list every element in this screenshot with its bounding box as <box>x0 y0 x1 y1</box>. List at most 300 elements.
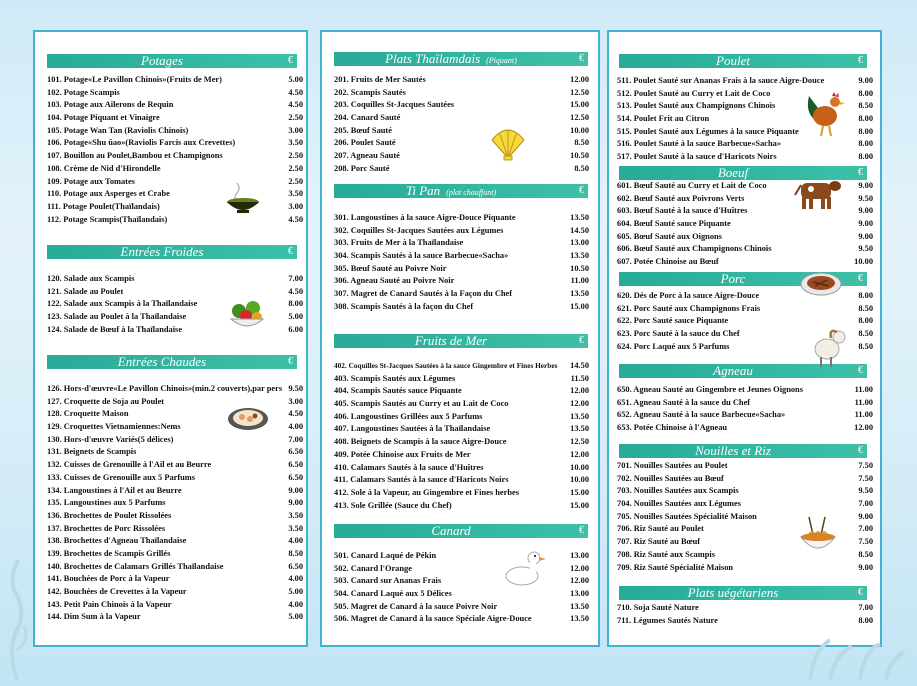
menu-item-price: 8.50 <box>858 303 873 313</box>
menu-item <box>334 137 589 150</box>
menu-item-price: 4.50 <box>288 87 303 97</box>
menu-item-price: 8.50 <box>574 138 589 148</box>
menu-item-price: 8.50 <box>858 101 873 111</box>
menu-item-name: 607. Potée Chinoise au Bœuf <box>617 257 719 267</box>
coral-decoration <box>800 600 910 680</box>
euro-symbol: € <box>579 525 584 536</box>
menu-item <box>47 434 303 447</box>
menu-item-name: 651. Agneau Sauté à la sauce du Chef <box>617 397 751 407</box>
menu-item-name: 620. Dés de Porc à la sauce Aigre-Douce <box>617 291 760 300</box>
menu-item-name: 412. Sole à la Vapeur, au Gingembre et Fines herbes <box>334 487 519 497</box>
menu-item-name: 143. Petit Pain Chinois à la Vapeur <box>47 599 172 609</box>
menu-item <box>617 151 873 164</box>
menu-item-name: 201. Fruits de Mer Sautés <box>334 75 426 84</box>
menu-item-price: 10.00 <box>854 257 873 267</box>
menu-item <box>47 485 303 498</box>
section-header-poulet <box>619 54 867 68</box>
menu-item-name: 702. Nouilles Sautées au Bœuf <box>617 473 724 483</box>
appetizer-bowl-icon <box>225 404 271 434</box>
menu-item-name: 135. Langoustines aux 5 Parfums <box>47 498 166 508</box>
menu-item <box>334 225 589 238</box>
menu-item-price: 14.50 <box>570 225 589 235</box>
menu-item-name: 301. Langoustines à la sauce Aigre-Douce Piquante <box>334 213 516 222</box>
menu-item-price: 12.00 <box>570 563 589 573</box>
menu-item <box>334 275 589 288</box>
menu-item-name: 707. Riz Sauté au Bœuf <box>617 537 701 547</box>
menu-item-price: 11.50 <box>570 373 589 383</box>
menu-item-price: 9.00 <box>858 231 873 241</box>
menu-item-price: 10.00 <box>570 475 589 485</box>
menu-item <box>617 243 873 256</box>
menu-item-name: 404. Scampis Sautés sauce Piquante <box>334 386 462 396</box>
section-title: Potages <box>141 53 183 68</box>
menu-item-price: 11.00 <box>854 397 873 407</box>
menu-item-price: 7.50 <box>858 461 873 470</box>
menu-item <box>334 87 589 100</box>
menu-item-name: 101. Potage«Le Pavillon Chinois»(Fruits de Mer) <box>47 75 222 84</box>
menu-item-name: 624. Porc Laqué aux 5 Parfums <box>617 341 730 351</box>
menu-item-name: 502. Canard l'Orange <box>334 563 412 573</box>
menu-item-name: 602. Bœuf Sauté aux Poivrons Verts <box>617 193 745 203</box>
menu-item-name: 517. Poulet Sauté à la sauce d'Haricots Noirs <box>617 152 777 162</box>
menu-item-name: 130. Hors-d'œuvre Variés(5 délices) <box>47 434 174 444</box>
menu-item-name: 409. Potée Chinoise aux Fruits de Mer <box>334 449 471 459</box>
menu-item-name: 621. Porc Sauté aux Champignons Frais <box>617 303 761 313</box>
menu-item-price: 7.00 <box>858 603 873 612</box>
menu-item-name: 405. Scampis Sautés au Curry et au Lait de Coco <box>334 399 509 409</box>
menu-item-price: 15.00 <box>570 500 589 510</box>
menu-item-price: 8.50 <box>858 329 873 339</box>
menu-item <box>47 201 303 214</box>
section-title: Poulet <box>716 53 750 68</box>
menu-item-price: 4.50 <box>288 100 303 110</box>
euro-symbol: € <box>288 356 293 367</box>
menu-item-price: 8.50 <box>858 549 873 559</box>
menu-item-price: 7.50 <box>858 537 873 547</box>
menu-item-price: 9.50 <box>858 193 873 203</box>
menu-item <box>334 163 589 176</box>
menu-item <box>334 423 589 436</box>
menu-item <box>334 125 589 138</box>
menu-item-name: 139. Brochettes de Scampis Grillés <box>47 548 171 558</box>
menu-item-price: 9.50 <box>858 486 873 496</box>
menu-item <box>47 573 303 586</box>
menu-item <box>334 563 589 576</box>
menu-item-name: 308. Scampis Sautés à la façon du Chef <box>334 301 474 311</box>
menu-item-name: 138. Brochettes d'Agneau Thaïlandaise <box>47 536 187 546</box>
menu-item-name: 511. Poulet Sauté sur Ananas Frais à la sauce Aigre-Douce <box>617 76 825 85</box>
menu-item <box>334 474 589 487</box>
menu-item <box>334 373 589 386</box>
menu-item-name: 134. Langoustines à l'Ail et au Beurre <box>47 485 182 495</box>
menu-column-left <box>33 30 308 647</box>
menu-item <box>334 411 589 424</box>
menu-item-price: 12.50 <box>570 437 589 447</box>
menu-item-name: 133. Cuisses de Grenouille aux 5 Parfums <box>47 472 196 482</box>
menu-item-price: 3.50 <box>288 189 303 199</box>
menu-item-price: 10.00 <box>570 125 589 135</box>
menu-item-price: 2.50 <box>288 151 303 161</box>
menu-item-price: 5.00 <box>288 312 303 322</box>
menu-item <box>47 188 303 201</box>
menu-item-price: 13.50 <box>570 614 589 624</box>
menu-item <box>47 383 303 396</box>
menu-item-name: 126. Hors-d'œuvre«Le Pavillon Chinois»(min.2 couverts),par pers <box>47 384 283 393</box>
menu-item-price: 10.00 <box>570 462 589 472</box>
menu-item-name: 110. Potage aux Asperges et Crabe <box>47 189 170 199</box>
menu-item <box>334 500 589 513</box>
menu-item <box>47 510 303 523</box>
menu-item-name: 111. Potage Poulet(Thaïlandais) <box>47 201 160 211</box>
salad-icon <box>227 297 267 333</box>
menu-item-name: 103. Potage aux Ailerons de Requin <box>47 100 174 110</box>
menu-item-price: 13.50 <box>570 251 589 261</box>
menu-item-price: 2.50 <box>288 113 303 123</box>
ti-pan-list <box>334 212 589 314</box>
menu-item-name: 606. Bœuf Sauté aux Champignons Chinois <box>617 244 772 254</box>
menu-item-name: 112. Potage Scampis(Thaïlandais) <box>47 214 168 224</box>
euro-symbol: € <box>858 587 863 598</box>
menu-item-name: 706. Riz Sauté au Poulet <box>617 524 704 534</box>
menu-item-price: 8.00 <box>858 139 873 149</box>
euro-symbol: € <box>858 167 863 178</box>
agneau-list <box>617 384 873 435</box>
menu-item <box>617 231 873 244</box>
menu-item-name: 141. Bouchées de Porc à la Vapeur <box>47 574 170 584</box>
menu-item <box>334 575 589 588</box>
menu-item-price: 10.50 <box>570 263 589 273</box>
menu-item <box>334 449 589 462</box>
menu-item <box>617 562 873 575</box>
menu-item-name: 106. Potage«Shu ûao»(Raviolis Farcis aux Crevettes) <box>47 138 236 148</box>
menu-item-name: 505. Magret de Canard à la sauce Poivre Noir <box>334 601 498 611</box>
section-title: Canard <box>431 523 471 538</box>
menu-item-price: 12.00 <box>570 75 589 84</box>
section-title: Agneau <box>713 363 753 378</box>
menu-item-name: 136. Brochettes de Poulet Rissolées <box>47 510 172 520</box>
menu-item-name: 402. Coquilles St-Jacques Sautées à la sauce Gingembre et Fines Herbes <box>334 361 558 370</box>
menu-item <box>47 137 303 150</box>
menu-item <box>334 150 589 163</box>
menu-item <box>334 112 589 125</box>
menu-item-price: 3.00 <box>288 125 303 135</box>
section-header-entrees-froides <box>47 245 297 259</box>
menu-item-price: 4.00 <box>288 536 303 546</box>
menu-item-price: 9.50 <box>288 384 303 393</box>
menu-item-price: 8.00 <box>858 291 873 300</box>
noodle-bowl-icon <box>799 515 837 559</box>
menu-item <box>617 218 873 231</box>
menu-item-price: 14.50 <box>570 361 589 370</box>
menu-item-name: 411. Calamars Sautés à la sauce d'Haricots Noirs <box>334 475 509 485</box>
menu-item-price: 8.00 <box>858 152 873 162</box>
menu-item-name: 503. Canard sur Ananas Frais <box>334 576 442 586</box>
menu-item-name: 514. Poulet Frit au Citron <box>617 114 710 124</box>
menu-item-price: 4.50 <box>288 409 303 419</box>
fruits-de-mer-list <box>334 360 589 512</box>
menu-item-price: 4.50 <box>288 214 303 224</box>
menu-item-name: 104. Potage Piquant et Vinaigre <box>47 113 160 123</box>
menu-item-price: 4.50 <box>288 286 303 296</box>
section-header-plats-thai <box>334 52 588 66</box>
menu-item <box>334 398 589 411</box>
menu-item-name: 604. Bœuf Sauté sauce Piquante <box>617 219 731 229</box>
menu-item-name: 205. Bœuf Sauté <box>334 125 392 135</box>
menu-item-price: 5.00 <box>288 75 303 84</box>
menu-item-name: 140. Brochettes de Calamars Grillés Thaïlandaise <box>47 561 224 571</box>
canard-list <box>334 550 589 626</box>
menu-item-name: 708. Riz Sauté aux Scampis <box>617 549 715 559</box>
menu-item-price: 15.00 <box>570 487 589 497</box>
menu-item-name: 305. Bœuf Sauté au Poivre Noir <box>334 263 447 273</box>
menu-item-name: 603. Bœuf Sauté à la sauce d'Huîtres <box>617 206 748 216</box>
menu-item-price: 4.00 <box>288 599 303 609</box>
menu-item-price: 5.00 <box>288 587 303 596</box>
menu-item-name: 129. Croquettes Vietnamiennes:Nems <box>47 422 181 432</box>
section-header-ti-pan <box>334 184 588 198</box>
menu-item <box>47 586 303 599</box>
menu-item-price: 9.00 <box>288 498 303 508</box>
section-title: Entrées Froides <box>120 244 204 259</box>
menu-item-price: 8.50 <box>574 163 589 173</box>
menu-item <box>334 613 589 626</box>
menu-item-price: 3.50 <box>288 523 303 533</box>
menu-item-name: 650. Agneau Sauté au Gingembre et Jeunes Oignons <box>617 385 803 394</box>
menu-item-price: 7.00 <box>288 274 303 283</box>
menu-item <box>334 74 589 87</box>
section-title: Entrées Chaudes <box>117 354 207 369</box>
menu-item-price: 10.50 <box>570 151 589 161</box>
menu-item-price: 8.00 <box>858 126 873 136</box>
menu-item <box>617 256 873 269</box>
menu-item-price: 11.00 <box>854 385 873 394</box>
menu-item <box>334 601 589 614</box>
menu-item-price: 7.50 <box>858 473 873 483</box>
menu-item-price: 15.00 <box>570 100 589 110</box>
menu-item-price: 12.50 <box>570 87 589 97</box>
menu-item-name: 403. Scampis Sautés aux Légumes <box>334 373 456 383</box>
menu-item-name: 705. Nouilles Sautées Spécialité Maison <box>617 511 757 521</box>
menu-item-price: 2.50 <box>288 176 303 186</box>
menu-item <box>617 485 873 498</box>
menu-item <box>617 75 873 88</box>
menu-item-name: 127. Croquette de Soja au Poulet <box>47 396 165 406</box>
menu-item <box>617 473 873 486</box>
section-title: Plats uégétariens <box>687 585 779 600</box>
menu-item-price: 13.50 <box>570 289 589 299</box>
menu-item-price: 8.50 <box>288 548 303 558</box>
menu-item-price: 12.50 <box>570 113 589 123</box>
menu-item <box>47 125 303 138</box>
menu-item-name: 501. Canard Laqué de Pékin <box>334 551 437 560</box>
menu-item-price: 7.00 <box>858 524 873 534</box>
cow-icon <box>793 175 843 211</box>
menu-item <box>334 436 589 449</box>
menu-item-price: 9.50 <box>858 244 873 254</box>
section-title: Boeuf <box>717 165 749 180</box>
euro-symbol: € <box>288 55 293 66</box>
section-header-potages <box>47 54 297 68</box>
section-header-vegetariens <box>619 586 867 600</box>
menu-item-price: 12.00 <box>570 386 589 396</box>
menu-item <box>47 611 303 624</box>
menu-item-price: 11.00 <box>854 410 873 420</box>
menu-item <box>47 273 303 286</box>
menu-item-name: 622. Porc Sauté sauce Piquante <box>617 316 729 326</box>
menu-item-name: 137. Brochettes de Porc Rissolées <box>47 523 166 533</box>
section-header-nouilles <box>619 444 867 458</box>
menu-item <box>47 472 303 485</box>
menu-item-name: 652. Agneau Sauté à la sauce Barbecue«Sacha» <box>617 410 786 420</box>
section-title: Nouilles et Riz <box>695 443 771 458</box>
menu-item-name: 406. Langoustines Grillées aux 5 Parfums <box>334 411 483 421</box>
menu-item-name: 408. Beignets de Scampis à la sauce Aigre-Douce <box>334 437 507 447</box>
menu-item <box>334 385 589 398</box>
menu-item-price: 12.00 <box>570 449 589 459</box>
menu-item-price: 2.50 <box>288 163 303 173</box>
menu-column-middle <box>320 30 600 647</box>
menu-item-name: 207. Agneau Sauté <box>334 151 400 161</box>
menu-item-name: 107. Bouillon au Poulet,Bambou et Champignons <box>47 151 223 161</box>
menu-item <box>47 99 303 112</box>
euro-symbol: € <box>579 335 584 346</box>
menu-item <box>617 409 873 422</box>
menu-item-name: 703. Nouilles Sautées aux Scampis <box>617 486 739 496</box>
menu-item-name: 105. Potage Wan Tan (Raviolis Chinois) <box>47 125 189 135</box>
soup-bowl-icon <box>223 180 263 216</box>
menu-item-name: 709. Riz Sauté Spécialité Maison <box>617 562 734 572</box>
menu-item <box>47 599 303 612</box>
menu-item-name: 512. Poulet Sauté au Curry et Lait de Coco <box>617 88 771 98</box>
menu-item-name: 123. Salade au Poulet à la Thaïlandaise <box>47 312 187 322</box>
menu-item-price: 13.50 <box>570 601 589 611</box>
menu-item <box>334 360 589 373</box>
seaweed-decoration <box>2 560 32 680</box>
menu-item-price: 13.50 <box>570 213 589 222</box>
menu-item-price: 15.00 <box>570 301 589 311</box>
menu-item-name: 506. Magret de Canard à la sauce Spéciale Aigre-Douce <box>334 614 532 624</box>
menu-item-name: 701. Nouilles Sautées au Poulet <box>617 461 728 470</box>
menu-item <box>617 303 873 316</box>
section-header-fruits-de-mer <box>334 334 588 348</box>
menu-item-price: 3.00 <box>288 201 303 211</box>
euro-symbol: € <box>579 185 584 196</box>
menu-item-name: 306. Agneau Sauté au Poivre Noir <box>334 276 455 286</box>
menu-item <box>47 112 303 125</box>
menu-item-price: 13.00 <box>570 238 589 248</box>
menu-item-price: 12.00 <box>854 423 873 433</box>
menu-item-name: 102. Potage Scampis <box>47 87 120 97</box>
menu-item <box>47 548 303 561</box>
menu-item-price: 3.50 <box>288 510 303 520</box>
menu-item-price: 9.00 <box>858 181 873 190</box>
menu-item <box>47 497 303 510</box>
menu-item-price: 6.00 <box>288 324 303 334</box>
menu-item <box>47 150 303 163</box>
menu-item-name: 653. Potée Chinoise à l'Agneau <box>617 423 728 433</box>
menu-item-name: 303. Fruits de Mer à la Thaïlandaise <box>334 238 464 248</box>
menu-item-name: 108. Crème de Nid d'Hirondelle <box>47 163 161 173</box>
menu-item-name: 122. Salade aux Scampis à la Thaïlandaise <box>47 299 198 309</box>
menu-item-price: 9.00 <box>858 76 873 85</box>
menu-item-name: 605. Bœuf Sauté aux Oignons <box>617 231 722 241</box>
menu-item-name: 304. Scampis Sautés à la sauce Barbecue«Sacha» <box>334 251 509 261</box>
menu-item-price: 3.50 <box>288 138 303 148</box>
menu-item <box>334 288 589 301</box>
menu-item <box>47 87 303 100</box>
section-title: Fruits de Mer <box>414 333 488 348</box>
menu-item-name: 413. Sole Grillée (Sauce du Chef) <box>334 500 452 510</box>
plats-thai-list <box>334 74 589 176</box>
menu-item-name: 302. Coquilles St-Jacques Sautées aux Légumes <box>334 225 504 235</box>
ram-icon <box>809 325 849 369</box>
menu-item <box>47 561 303 574</box>
menu-item <box>334 550 589 563</box>
menu-item-name: 206. Poulet Sauté <box>334 138 396 148</box>
menu-item-name: 515. Poulet Sauté aux Légumes à la sauce Piquante <box>617 126 799 136</box>
menu-item <box>334 99 589 112</box>
euro-symbol: € <box>858 445 863 456</box>
menu-item-name: 204. Canard Sauté <box>334 113 401 123</box>
euro-symbol: € <box>858 273 863 284</box>
menu-item-price: 6.50 <box>288 460 303 470</box>
menu-column-right <box>607 30 882 647</box>
menu-item <box>617 498 873 511</box>
menu-item-name: 513. Poulet Sauté aux Champignons Chinois <box>617 101 776 111</box>
menu-item-price: 13.00 <box>570 589 589 599</box>
menu-item-name: 121. Salade au Poulet <box>47 286 124 296</box>
potages-list <box>47 74 303 226</box>
menu-item-price: 9.00 <box>858 562 873 572</box>
section-header-canard <box>334 524 588 538</box>
menu-item-name: 516. Poulet Sauté à la sauce Barbecue«Sacha» <box>617 139 782 149</box>
menu-item <box>47 74 303 87</box>
menu-item-name: 128. Croquette Maison <box>47 409 129 419</box>
menu-item-price: 13.50 <box>570 424 589 434</box>
menu-item <box>617 397 873 410</box>
menu-item-price: 8.50 <box>858 341 873 351</box>
menu-item-price: 8.00 <box>288 299 303 309</box>
menu-item-name: 120. Salade aux Scampis <box>47 274 135 283</box>
section-title: Plats Thaïlamdais (Piquant) <box>385 51 517 66</box>
menu-item-price: 13.50 <box>570 411 589 421</box>
duck-icon <box>500 544 548 590</box>
menu-item-name: 711. Légumes Sautés Nature <box>617 615 718 625</box>
menu-item <box>47 446 303 459</box>
menu-item-name: 407. Langoustines Sautées à la Thaïlandaise <box>334 424 491 434</box>
menu-item <box>47 535 303 548</box>
menu-item <box>47 163 303 176</box>
euro-symbol: € <box>288 246 293 257</box>
menu-item <box>617 138 873 151</box>
menu-item <box>334 588 589 601</box>
menu-item-name: 109. Potage aux Tomates <box>47 176 135 186</box>
menu-item <box>334 487 589 500</box>
euro-symbol: € <box>858 365 863 376</box>
menu-item-price: 6.50 <box>288 561 303 571</box>
menu-item-price: 9.00 <box>858 219 873 229</box>
menu-item-price: 4.00 <box>288 422 303 432</box>
menu-item-name: 623. Porc Sauté à la sauce du Chef <box>617 329 740 339</box>
rooster-icon <box>805 88 847 138</box>
menu-item <box>617 460 873 473</box>
menu-item-name: 704. Nouilles Sautées aux Légumes <box>617 499 742 509</box>
menu-item <box>334 301 589 314</box>
section-title: Ti Pan (plat chauffant) <box>405 183 497 198</box>
menu-item-price: 13.00 <box>570 551 589 560</box>
menu-item-name: 202. Scampis Sautés <box>334 87 406 97</box>
menu-item <box>47 214 303 227</box>
